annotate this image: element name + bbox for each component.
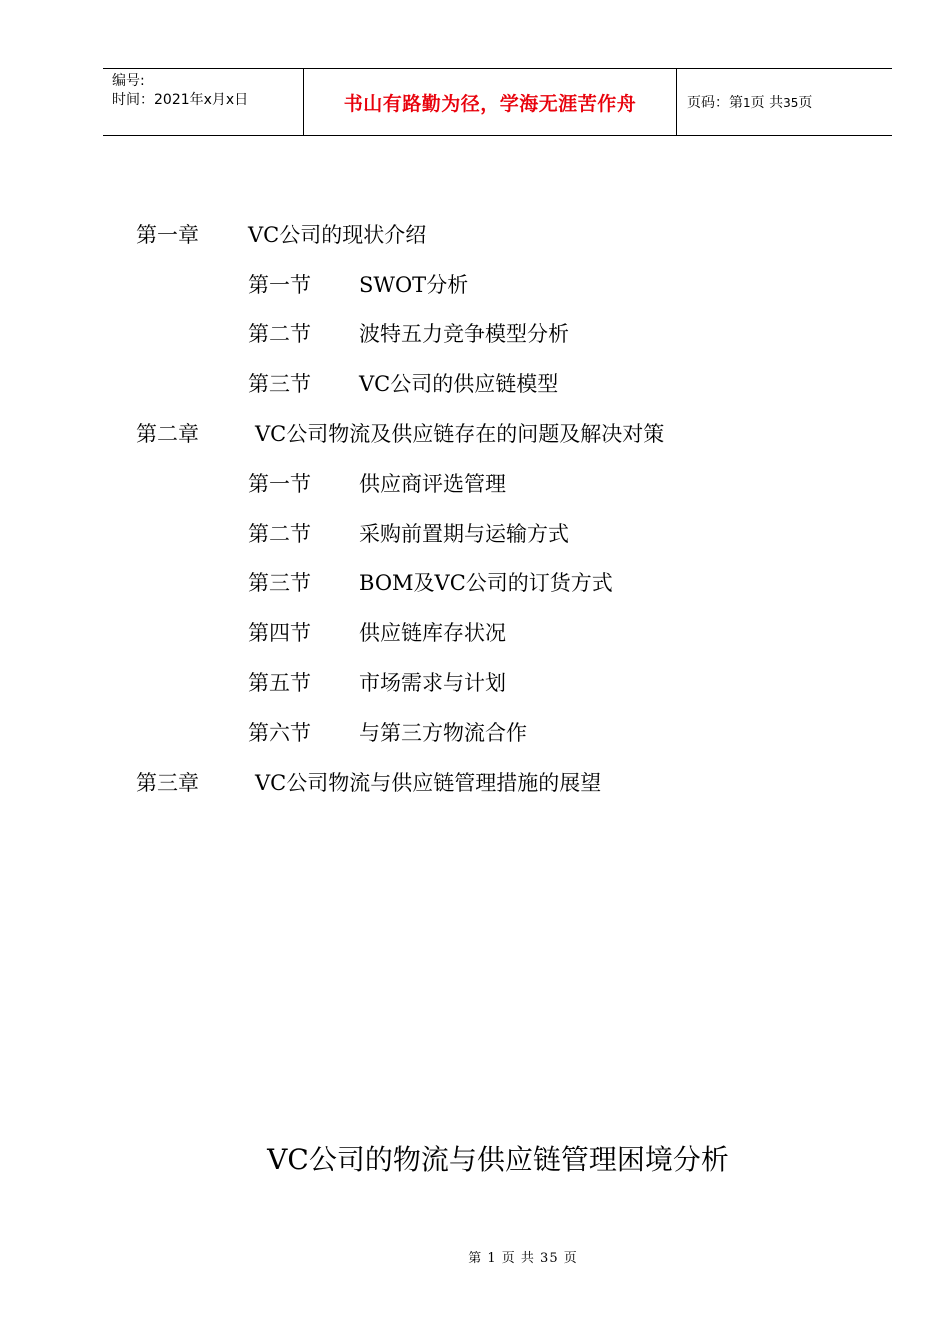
page-suffix: 页	[798, 95, 813, 111]
code-label: 编号:	[112, 73, 145, 89]
toc-number: 第五节	[248, 671, 311, 695]
page-total: 35	[783, 96, 799, 110]
toc-number: 第六节	[248, 721, 311, 745]
document-title: VC公司的物流与供应链管理困境分析	[267, 1143, 729, 1176]
toc-title: VC公司物流及供应链存在的问题及解决对策	[255, 422, 665, 446]
toc-number: 第四节	[248, 621, 311, 645]
page-header	[103, 68, 892, 136]
toc-number: 第三节	[248, 571, 311, 595]
toc-title: 供应商评选管理	[359, 472, 506, 496]
motto: 书山有路勤为径，学海无涯苦作舟	[343, 92, 637, 115]
time-label: 时间：2021年x月x日	[112, 92, 249, 108]
toc-title: VC公司的现状介绍	[248, 223, 427, 247]
page-footer: 第 1 页 共 35 页	[468, 1251, 578, 1266]
toc-number: 第二节	[248, 322, 311, 346]
toc-title: 采购前置期与运输方式	[359, 522, 569, 546]
toc-title: VC公司的供应链模型	[359, 372, 559, 396]
toc-number: 第二节	[248, 522, 311, 546]
toc-title: 市场需求与计划	[359, 671, 506, 695]
page-current: 1	[743, 96, 751, 110]
header-motto-cell	[303, 69, 677, 135]
toc-number: 第一节	[248, 273, 311, 297]
toc-title: BOM及VC公司的订货方式	[359, 571, 613, 595]
toc-title: 供应链库存状况	[359, 621, 506, 645]
header-page-cell	[677, 69, 892, 135]
page-mid: 页 共	[750, 95, 784, 111]
toc-title: VC公司物流与供应链管理措施的展望	[255, 771, 602, 795]
page-prefix: 页码：第	[687, 95, 743, 111]
toc-number: 第二章	[136, 422, 199, 446]
toc-title: 与第三方物流合作	[359, 721, 527, 745]
toc-number: 第三章	[136, 771, 199, 795]
toc-title: SWOT分析	[359, 273, 469, 297]
toc-number: 第三节	[248, 372, 311, 396]
toc-number: 第一节	[248, 472, 311, 496]
header-meta	[103, 69, 303, 135]
toc-title: 波特五力竞争模型分析	[359, 322, 569, 346]
toc-number: 第一章	[136, 223, 199, 247]
page-number	[687, 92, 812, 112]
